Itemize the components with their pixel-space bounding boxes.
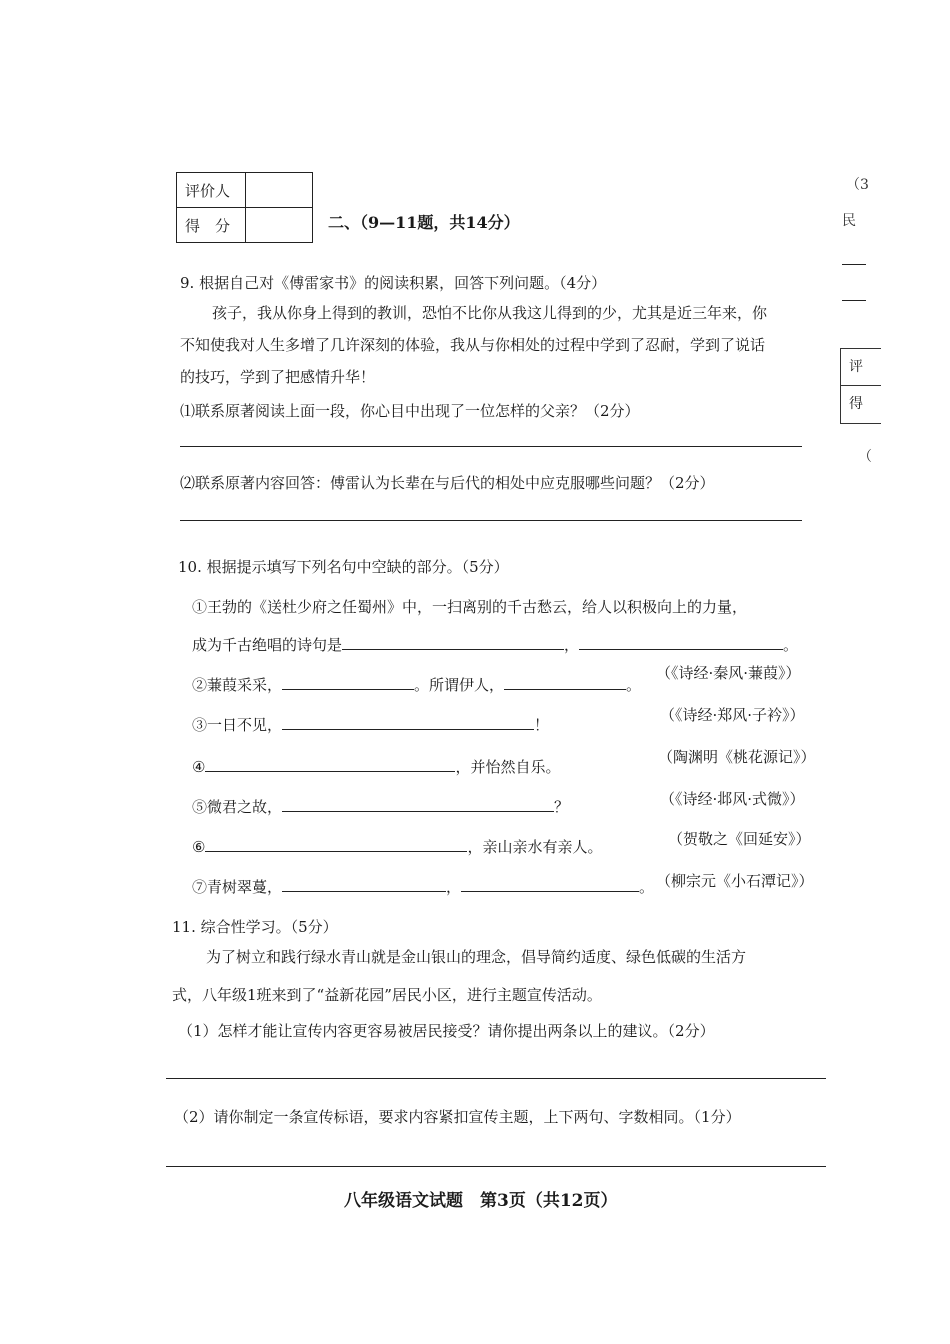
q10-title: 10. 根据提示填写下列名句中空缺的部分。（5分） [178,558,509,576]
q10-item-4-prefix: ④ [192,758,206,776]
q11-intro-line-1: 为了树立和践行绿水青山就是金山银山的理念，倡导简约适度、绿色低碳的生活方 [206,948,747,966]
q10-item-3-blank[interactable] [282,715,534,730]
q11-sub-question-1: （1）怎样才能让宣传内容更容易被居民接受？请你提出两条以上的建议。（2分） [178,1022,715,1040]
q10-item-2 [192,674,641,695]
score-table-reviewer-cell[interactable] [246,173,313,208]
q10-item-2-end: 。 [626,676,642,694]
edge-fragment-2: 民 [842,213,856,229]
q10-item-7-separator: ， [446,878,462,896]
edge-rule-1 [842,264,866,265]
q9-answer-line-1[interactable] [180,446,802,447]
edge-rule-2 [842,300,866,301]
q10-item-7-prefix: ⑦青树翠蔓， [192,878,283,896]
q9-answer-line-2[interactable] [180,520,802,521]
q10-item-2-prefix: ②蒹葭采采， [192,676,283,694]
score-table-score-cell[interactable] [246,208,313,243]
edge-fragment-1: （3 [846,177,869,193]
q10-item-5 [192,796,569,817]
q9-passage-line-3: 的技巧，学到了把感情升华！ [180,368,376,386]
q10-item-5-end: ？ [554,798,570,816]
q10-item-1-line-2 [192,634,798,655]
q10-item-6-blank[interactable] [205,837,467,852]
q10-item-3-end: ！ [534,716,550,734]
q10-item-6-end: ，亲山亲水有亲人。 [467,838,603,856]
q9-passage-line-2: 不知使我对人生多增了几许深刻的体验，我从与你相处的过程中学到了忍耐，学到了说话 [180,336,766,354]
score-table-score-label: 得 分 [177,208,246,243]
q11-sub-question-2: （2）请你制定一条宣传标语，要求内容紧扣宣传主题，上下两句、字数相同。（1分） [174,1108,741,1126]
q10-item-3 [192,714,549,735]
q10-item-5-prefix: ⑤微君之故， [192,798,283,816]
q10-item-4 [192,756,560,777]
q10-item-1-separator: ， [564,636,580,654]
edge-box-row-2: 得 [849,396,863,412]
q10-item-7-source: （柳宗元《小石潭记》） [656,872,814,890]
q10-item-4-end: ，并怡然自乐。 [455,758,561,776]
q10-item-6 [192,836,602,857]
q10-item-2-blank-2[interactable] [504,675,626,690]
q10-item-2-blank-1[interactable] [282,675,414,690]
q10-item-2-middle: 。所谓伊人， [414,676,505,694]
q9-title: 9. 根据自己对《傅雷家书》的阅读积累，回答下列问题。（4分） [180,274,607,292]
q10-item-1-blank-1[interactable] [342,635,564,650]
q10-item-6-source: （贺敬之《回延安》） [668,830,811,848]
score-table-reviewer-label: 评价人 [177,173,246,208]
q10-item-6-prefix: ⑥ [192,838,206,856]
q9-sub-question-1: ⑴联系原著阅读上面一段，你心目中出现了一位怎样的父亲？（2分） [180,402,640,420]
q11-answer-line-2[interactable] [166,1166,826,1167]
q10-item-2-source: （《诗经·秦风·蒹葭》） [656,664,801,682]
q10-item-1-end: 。 [783,636,799,654]
q10-item-1-line-1: ①王勃的《送杜少府之任蜀州》中，一扫离别的千古愁云，给人以积极向上的力量， [192,598,748,616]
q10-item-1-prefix: 成为千古绝唱的诗句是 [192,636,343,654]
q10-item-7-end: 。 [639,878,655,896]
edge-score-box [840,348,881,424]
q11-intro-line-2: 式，八年级1班来到了“益新花园”居民小区，进行主题宣传活动。 [172,986,602,1004]
q10-item-4-blank[interactable] [205,757,455,772]
q11-title: 11. 综合性学习。（5分） [172,918,338,936]
section-title: 二、（9—11题，共14分） [328,213,520,232]
q10-item-3-source: （《诗经·郑风·子衿》） [660,706,805,724]
q10-item-7-blank-1[interactable] [282,877,446,892]
q10-item-1-blank-2[interactable] [579,635,783,650]
q10-item-7 [192,876,654,897]
page-footer: 八年级语文试题 第3页（共12页） [344,1191,618,1211]
q10-item-4-source: （陶渊明《桃花源记》） [658,748,816,766]
score-table [176,172,313,243]
q10-item-5-source: （《诗经·邶风·式微》） [660,790,805,808]
edge-box-row-1: 评 [841,349,881,386]
edge-fragment-3: （ [858,449,872,465]
q10-item-3-prefix: ③一日不见， [192,716,283,734]
q10-item-7-blank-2[interactable] [461,877,639,892]
q9-passage-line-1: 孩子，我从你身上得到的教训，恐怕不比你从我这儿得到的少，尤其是近三年来，你 [212,304,768,322]
q9-sub-question-2: ⑵联系原著内容回答：傅雷认为长辈在与后代的相处中应克服哪些问题？（2分） [180,474,715,492]
q11-answer-line-1[interactable] [166,1078,826,1079]
q10-item-5-blank[interactable] [282,797,554,812]
